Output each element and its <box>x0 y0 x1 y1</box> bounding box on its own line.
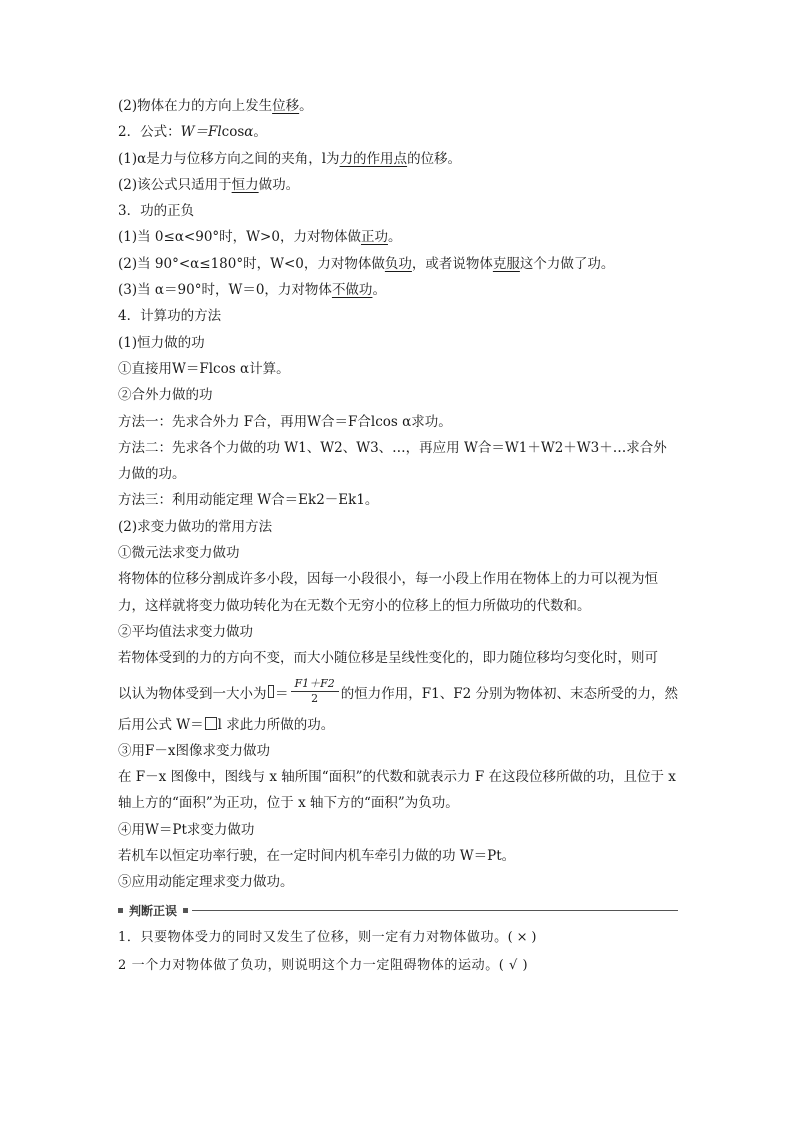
average-force-symbol <box>205 717 217 730</box>
section-divider <box>192 910 678 911</box>
text-line: (2)物体在力的方向上发生位移。 <box>118 98 313 114</box>
text-line: 方法三：利用动能定理 W合＝Ek2－Ek1。 <box>118 492 379 509</box>
formula-line: 以认为物体受到一大小为 ＝ $\frac{F1+F2}{2}$ 的恒力作用，F1、F2 分别为物体初、末态所受的力，然 <box>118 677 678 706</box>
underlined-term: 克服 <box>492 255 520 272</box>
text-line: 若机车以恒定功率行驶，在一定时间内机车牵引力做的功 W＝Pt。 <box>118 848 516 865</box>
square-bullet-icon <box>183 908 188 913</box>
average-force-symbol <box>268 685 275 698</box>
text-line: 若物体受到的力的方向不变，而大小随位移是呈线性变化的，即力随位移均匀变化时，则可 <box>118 650 658 667</box>
heading-line: 3．功的正负 <box>118 203 195 220</box>
text-line: ②平均值法求变力做功 <box>118 623 253 640</box>
text-paragraph: 方法二：先求各个力做的功 W1、W2、W3、…，再应用 W合＝W1＋W2＋W3＋…求合外力做的功。 <box>118 439 667 483</box>
question-item: 2 一个力对物体做了负功，则说明这个力一定阻碍物体的运动。( √ ) <box>118 952 678 980</box>
underlined-term: 正功 <box>360 229 388 246</box>
underlined-term: 恒力 <box>231 176 259 193</box>
text-line: (1)当 0≤α<90°时，W>0，力对物体做正功。 <box>118 229 402 246</box>
underlined-term: 力的作用点 <box>339 150 408 167</box>
text-line: (1)恒力做的功 <box>118 334 205 351</box>
answer-mark: × <box>516 929 529 945</box>
text-line: ①直接用W＝Flcos α计算。 <box>118 360 290 377</box>
text-line: ③用F－x图像求变力做功 <box>118 742 270 759</box>
text-line: (2)当 90°<α≤180°时，W<0，力对物体做负功，或者说物体克服这个力做了功。 <box>118 255 615 272</box>
underlined-term: 不做功 <box>331 282 373 299</box>
underlined-term: 位移 <box>272 98 300 114</box>
question-item: 1．只要物体受力的同时又发生了位移，则一定有力对物体做功。( × ) <box>118 924 678 952</box>
text-line: 方法一：先求合外力 F合，再用W合＝F合lcos α求功。 <box>118 413 452 430</box>
text-line: ④用W＝Pt求变力做功 <box>118 821 255 838</box>
text-line: ⑤应用动能定理求变力做功。 <box>118 874 294 891</box>
text-line: 后用公式 W＝ l 求此力所做的功。 <box>118 716 335 733</box>
text-paragraph: 在 F－x 图像中，图线与 x 轴所围“面积”的代数和就表示力 F 在这段位移所做的功，且位于 x 轴上方的“面积”为正功，位于 x 轴下方的“面积”为负功。 <box>118 769 676 812</box>
text-line: ①微元法求变力做功 <box>118 545 240 562</box>
heading-line: 4．计算功的方法 <box>118 308 222 325</box>
section-title: 判断正误 <box>129 904 178 919</box>
text-line: (3)当 α＝90°时，W＝0，力对物体不做功。 <box>118 282 386 299</box>
fraction: $\frac{F1+F2}{2}$ <box>291 677 339 706</box>
text-line: (2)求变力做功的常用方法 <box>118 518 273 535</box>
underlined-term: 负功 <box>384 255 412 272</box>
text-line: 2．公式：W＝Flcosα。 <box>118 124 267 141</box>
text-paragraph: 将物体的位移分割成许多小段，因每一小段很小，每一小段上作用在物体上的力可以视为恒力，这样就将变力做功转化为在无数个无穷小的位移上的恒力所做功的代数和。 <box>118 571 658 614</box>
text-line: ②合外力做的功 <box>118 387 213 404</box>
section-header <box>118 898 678 924</box>
square-bullet-icon <box>118 908 123 913</box>
answer-mark: √ <box>509 957 518 973</box>
document-page <box>118 93 678 980</box>
text-line: (1)α是力与位移方向之间的夹角，l为力的作用点的位移。 <box>118 150 462 167</box>
text-line: (2)该公式只适用于恒力做功。 <box>118 176 300 193</box>
